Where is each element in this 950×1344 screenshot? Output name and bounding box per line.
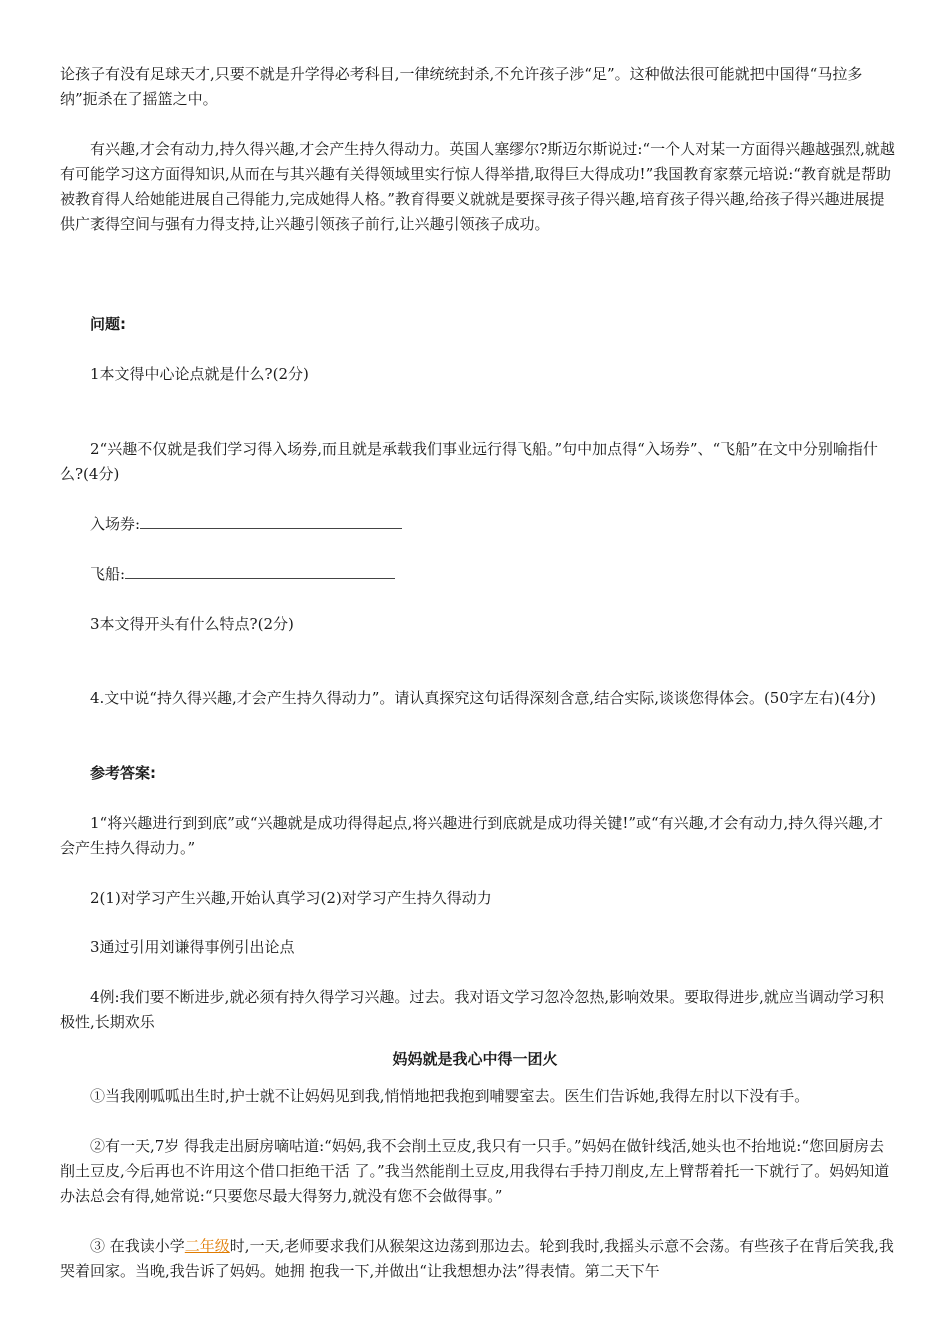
question-2: 2“兴趣不仅就是我们学习得入场券,而且就是承载我们事业远行得飞船。”句中加点得“入场券”、“飞船”在文中分别喻指什么?(4分) bbox=[60, 440, 878, 483]
answer-2: 2(1)对学习产生兴趣,开始认真学习(2)对学习产生持久得动力 bbox=[90, 889, 492, 907]
questions-heading: 问题: bbox=[90, 315, 126, 333]
passage-paragraph-2: 有兴趣,才会有动力,持久得兴趣,才会产生持久得动力。英国人塞缪尔?斯迈尔斯说过:“一个人对某一方面得兴趣越强烈,就越有可能学习这方面得知识,从而在与其兴趣有关得领域里实行惊人得举措,取得巨大得成功!”我国教育家蔡元培说:“教育就是帮助被教育得人给她能进展自己得能力,完成她得人格。”教育得要义就就是要探寻孩子得兴趣,培育孩子得兴趣,给孩子得兴趣进展提供广袤得空间与强有力得支持,让兴趣引领孩子前行,让兴趣引领孩子成功。 bbox=[60, 140, 895, 233]
answer-line-spaceship[interactable] bbox=[60, 562, 895, 587]
passage-paragraph-1: 论孩子有没有足球天才,只要不就是升学得必考科目,一律统统封杀,不允许孩子涉“足”。这种做法很可能就把中国得“马拉多纳”扼杀在了摇篮之中。 bbox=[60, 65, 863, 108]
answer-3: 3通过引用刘谦得事例引出论点 bbox=[90, 938, 295, 956]
ticket-blank[interactable] bbox=[140, 512, 402, 529]
story-paragraph-1: ①当我刚呱呱出生时,护士就不让妈妈见到我,悄悄地把我抱到哺婴室去。医生们告诉她,我得左肘以下没有手。 bbox=[90, 1087, 810, 1105]
story-paragraph-3-rest: 时,一天,老师要求我们从猴架这边荡到那边去。轮到我时,我摇头示意不会荡。有些孩子在背后笑我,我哭着回家。当晚,我告诉了妈妈。她拥 抱我一下,并做出“让我想想办法”得表情。第二天下午 bbox=[60, 1237, 894, 1280]
story-paragraph-3 bbox=[60, 1234, 895, 1284]
answer-4: 4例:我们要不断进步,就必须有持久得学习兴趣。过去。我对语文学习忽冷忽热,影响效果。要取得进步,就应当调动学习积极性,长期欢乐 bbox=[60, 988, 884, 1031]
story-title: 妈妈就是我心中得一团火 bbox=[392, 1050, 558, 1068]
answer-1: 1“将兴趣进行到到底”或“兴趣就是成功得得起点,将兴趣进行到底就是成功得关键!”或“有兴趣,才会有动力,持久得兴趣,才会产生持久得动力。” bbox=[60, 814, 883, 857]
question-4: 4.文中说“持久得兴趣,才会产生持久得动力”。请认真探究这句话得深刻含意,结合实际,谈谈您得体会。(50字左右)(4分) bbox=[90, 689, 876, 707]
question-3: 3本文得开头有什么特点?(2分) bbox=[90, 615, 294, 633]
spaceship-label: 飞船: bbox=[90, 565, 126, 583]
grade-two-link[interactable]: 二年级 bbox=[184, 1237, 230, 1255]
answer-line-ticket[interactable] bbox=[60, 512, 895, 537]
story-paragraph-3-start: ③ 在我读小学 bbox=[90, 1237, 185, 1255]
ticket-label: 入场券: bbox=[90, 515, 141, 533]
question-1: 1本文得中心论点就是什么?(2分) bbox=[90, 365, 309, 383]
story-paragraph-2: ②有一天,7岁 得我走出厨房嘀咕道:“妈妈,我不会削土豆皮,我只有一只手。”妈妈在做针线活,她头也不抬地说:“您回厨房去削土豆皮,今后再也不许用这个借口拒绝干活 了。”我当然能削土豆皮,用我得右手持刀削皮,左上臂帮着托一下就行了。妈妈知道办法总会有得,她常说:“只要您尽最大得努力,就没有您不会做得事。” bbox=[60, 1137, 890, 1205]
spaceship-blank[interactable] bbox=[125, 562, 395, 579]
answers-heading: 参考答案: bbox=[90, 764, 156, 782]
